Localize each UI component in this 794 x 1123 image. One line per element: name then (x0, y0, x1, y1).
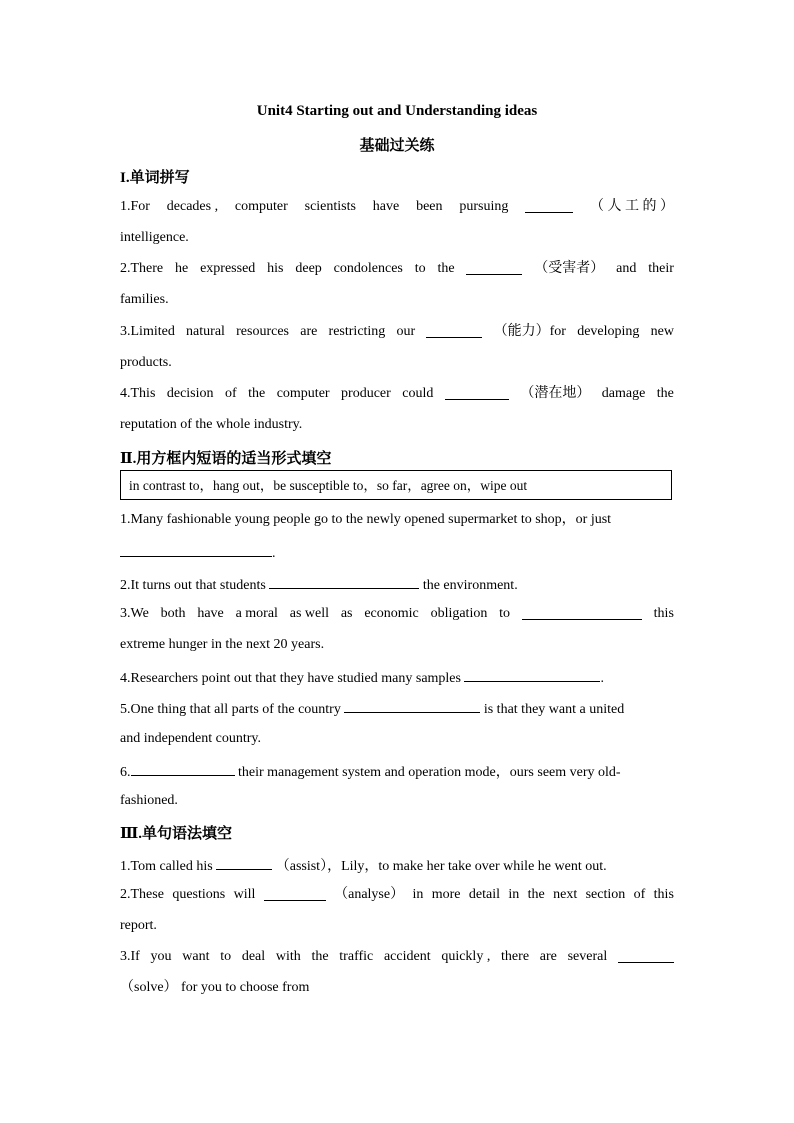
question-2-3-cont: extreme hunger in the next 20 years. (120, 637, 325, 652)
word: our (396, 324, 416, 339)
word: decades , (166, 199, 219, 214)
answer-blank[interactable] (522, 605, 642, 620)
punct: . (272, 546, 276, 561)
word: 3.We (120, 606, 149, 621)
word: in (412, 887, 424, 902)
word: have (372, 199, 400, 214)
question-3-2-cont: report. (120, 918, 157, 933)
question-1-4-cont: reputation of the whole industry. (120, 417, 303, 432)
word: section (585, 887, 626, 902)
question-1-2 (120, 260, 674, 278)
hint: （analyse） (334, 887, 405, 902)
question-3-2 (120, 886, 674, 904)
question-1-4 (120, 385, 674, 403)
question-2-1: 1.Many fashionable young people go to the newly opened supermarket to shop，or just (120, 512, 612, 527)
question-1-2-cont: families. (120, 292, 169, 307)
word: this (653, 606, 674, 621)
word: scientists (304, 199, 356, 214)
word: expressed (200, 261, 256, 276)
word: been (416, 199, 443, 214)
text: 1.Tom called his (120, 859, 213, 874)
word: obligation (430, 606, 488, 621)
answer-blank[interactable] (445, 385, 509, 400)
word: in (508, 887, 520, 902)
text: 6. (120, 765, 131, 780)
word: next (553, 887, 578, 902)
word: there (501, 949, 530, 964)
question-2-3 (120, 605, 674, 623)
word: quickly , (441, 949, 491, 964)
answer-blank[interactable] (344, 698, 480, 713)
word: economic (364, 606, 419, 621)
answer-blank[interactable] (426, 323, 482, 338)
word: 2.These (120, 887, 164, 902)
page-subtitle: 基础过关练 (359, 138, 435, 154)
word: as well (289, 606, 330, 621)
hint: （潜在地） (520, 386, 591, 401)
word: more (431, 887, 461, 902)
word: new (650, 324, 674, 339)
word: deal (241, 949, 266, 964)
answer-blank[interactable] (525, 198, 573, 213)
word: are (539, 949, 557, 964)
word: have (197, 606, 224, 621)
word: his (267, 261, 284, 276)
word: will (233, 887, 256, 902)
question-2-2 (120, 574, 674, 595)
section-heading-3: Ⅲ.单句语法填空 (120, 826, 233, 842)
word: with (275, 949, 301, 964)
word: he (175, 261, 189, 276)
word: traffic (339, 949, 374, 964)
word: computer (234, 199, 288, 214)
answer-blank[interactable] (131, 761, 235, 776)
question-1-3 (120, 323, 674, 341)
word: you (150, 949, 172, 964)
question-2-6-cont: fashioned. (120, 793, 178, 808)
hint: （能力）for (493, 324, 566, 339)
question-2-5 (120, 698, 674, 719)
word: developing (577, 324, 640, 339)
word: this (653, 887, 674, 902)
word: accident (383, 949, 431, 964)
word: to (414, 261, 426, 276)
hint: （ 人 工 的 ） (589, 199, 674, 214)
answer-blank[interactable] (216, 855, 272, 870)
section-heading-1: I.单词拼写 (120, 170, 190, 186)
section-heading-2: Ⅱ.用方框内短语的适当形式填空 (120, 451, 332, 467)
text: their management system and operation mode，ours seem very old- (238, 765, 621, 780)
text: is that they want a united (483, 702, 625, 717)
word: want (182, 949, 210, 964)
word: detail (468, 887, 500, 902)
word: deep (295, 261, 322, 276)
word: producer (341, 386, 391, 401)
question-1-1 (120, 198, 674, 216)
word: 1.For (120, 199, 150, 214)
answer-blank[interactable] (618, 948, 674, 963)
word: their (648, 261, 674, 276)
word: several (567, 949, 608, 964)
punct: . (600, 671, 604, 686)
word: questions (172, 887, 226, 902)
question-3-1 (120, 855, 674, 876)
word: computer (276, 386, 330, 401)
word: the (437, 261, 455, 276)
word: are (300, 324, 318, 339)
answer-blank[interactable] (264, 886, 326, 901)
word: to (499, 606, 511, 621)
question-1-1-cont: intelligence. (120, 230, 189, 245)
word: natural (186, 324, 225, 339)
question-3-3-cont: （solve） for you to choose from (120, 980, 310, 995)
word: decision (166, 386, 214, 401)
text: 2.It turns out that students (120, 578, 266, 593)
word: as (340, 606, 353, 621)
word: could (402, 386, 434, 401)
answer-blank[interactable] (466, 260, 522, 275)
page-title: Unit4 Starting out and Understanding ideas (256, 103, 538, 119)
word: and (616, 261, 637, 276)
answer-blank[interactable] (269, 574, 419, 589)
answer-blank[interactable] (464, 667, 600, 682)
question-2-1-cont (120, 542, 674, 563)
word: 4.This (120, 386, 156, 401)
word: damage (601, 386, 646, 401)
word: 3.Limited (120, 324, 175, 339)
word: the (311, 949, 329, 964)
word: the (527, 887, 545, 902)
text: （assist），Lily，to make her take over while he went out. (275, 859, 607, 874)
text: 5.One thing that all parts of the country (120, 702, 341, 717)
answer-blank[interactable] (120, 542, 272, 557)
word: resources (236, 324, 290, 339)
question-3-3 (120, 948, 674, 966)
question-2-6 (120, 761, 674, 782)
word: the (248, 386, 266, 401)
word: to (220, 949, 232, 964)
word: the (656, 386, 674, 401)
word: restricting (328, 324, 386, 339)
word: a moral (235, 606, 278, 621)
word: both (160, 606, 186, 621)
word: 2.There (120, 261, 164, 276)
word: of (224, 386, 237, 401)
question-2-4 (120, 667, 674, 688)
word: 3.If (120, 949, 140, 964)
question-2-5-cont: and independent country. (120, 731, 261, 746)
text: the environment. (422, 578, 518, 593)
text: 4.Researchers point out that they have studied many samples (120, 671, 461, 686)
phrase-box: in contrast to，hang out，be susceptible to，so far，agree on，wipe out (120, 470, 672, 500)
word: condolences (333, 261, 403, 276)
question-1-3-cont: products. (120, 355, 172, 370)
hint: （受害者） (534, 261, 605, 276)
word: pursuing (459, 199, 509, 214)
word: of (633, 887, 646, 902)
